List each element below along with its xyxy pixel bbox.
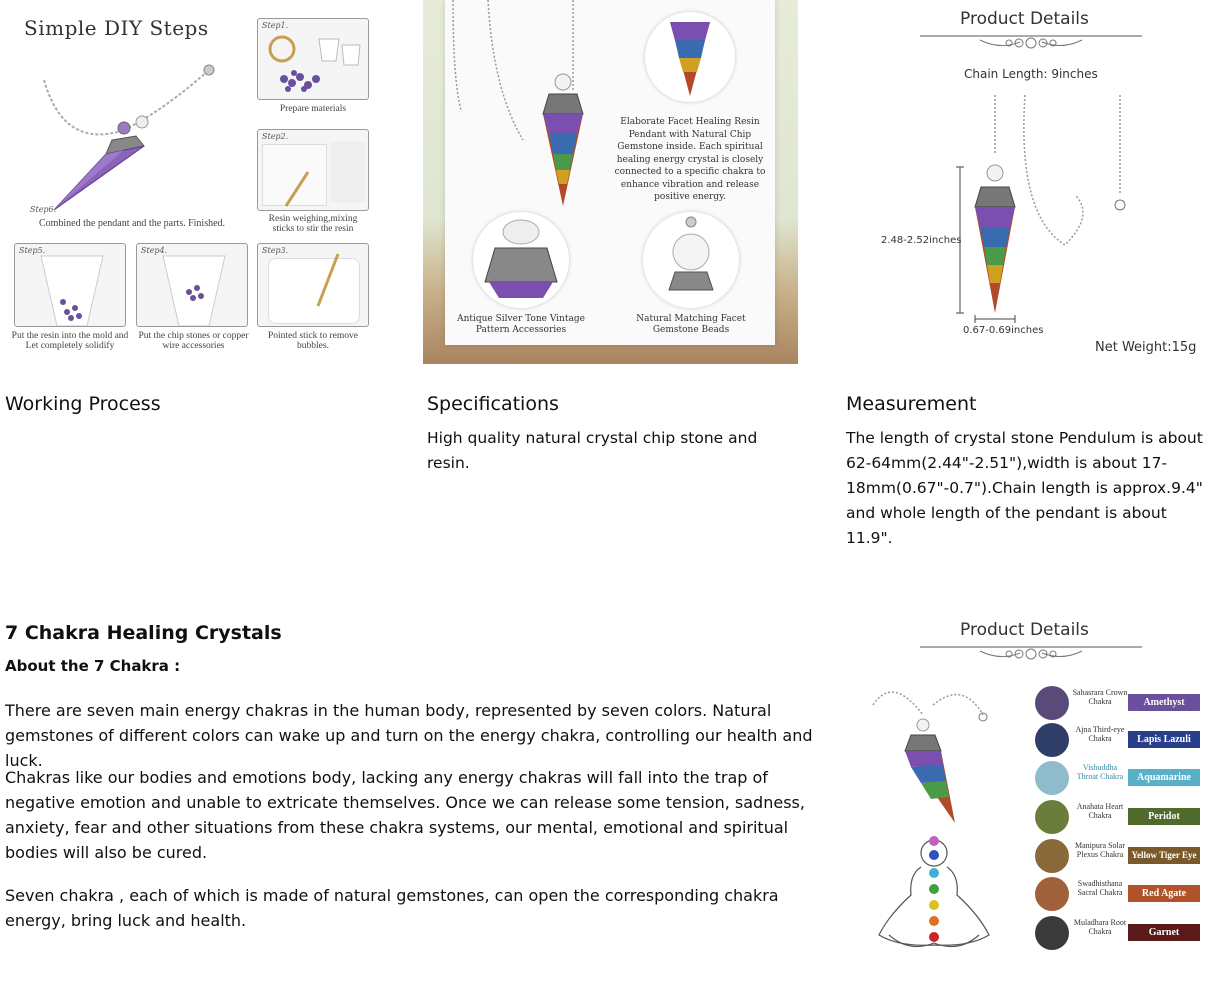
chakra-stone-label: Aquamarine bbox=[1128, 769, 1200, 786]
section-paragraph-1: There are seven main energy chakras in the human body, represented by seven colors. Natural gemstones of different colors can wake up and turn on the energy chakra, controlling our health and luck. bbox=[5, 701, 813, 770]
step4-label: Step4. bbox=[141, 246, 168, 255]
specifications-image bbox=[423, 0, 798, 364]
step1-label: Step1. bbox=[262, 21, 289, 30]
width-label: 0.67-0.69inches bbox=[963, 325, 1044, 336]
net-weight-label: Net Weight:15g bbox=[1095, 340, 1197, 355]
step5-label: Step5. bbox=[19, 246, 46, 255]
chakra-stone-label: Amethyst bbox=[1128, 694, 1200, 711]
chakra-row-heart bbox=[1035, 800, 1200, 834]
amethyst-chips-icon bbox=[1035, 686, 1069, 720]
step3-label: Step3. bbox=[262, 246, 289, 255]
step4-caption: Put the chip stones or copper wire accessories bbox=[138, 331, 249, 351]
chakra-stone-label: Red Agate bbox=[1128, 885, 1200, 902]
garnet-chips-icon bbox=[1035, 916, 1069, 950]
chakra-name: Anahata Heart Chakra bbox=[1076, 802, 1124, 820]
step4-frame bbox=[136, 243, 248, 327]
step2-caption: Resin weighing,mixing sticks to stir the resin bbox=[268, 214, 358, 234]
chakra-stone-label: Garnet bbox=[1128, 924, 1200, 941]
aquamarine-chips-icon bbox=[1035, 761, 1069, 795]
card-body-specifications: High quality natural crystal chip stone and resin. bbox=[427, 429, 758, 472]
chakra-row-sacral bbox=[1035, 877, 1200, 911]
chakra-name: Muladhara Root Chakra bbox=[1073, 918, 1127, 936]
pendulum-illustration bbox=[24, 50, 234, 215]
diy-title: Simple DIY Steps bbox=[24, 16, 209, 40]
section-paragraph-3: Seven chakra , each of which is made of natural gemstones, can open the corresponding chakra energy, bring luck and health. bbox=[5, 886, 779, 930]
step3-frame bbox=[257, 243, 369, 327]
product-details-title: Product Details bbox=[960, 9, 1089, 29]
chakra-name: Vishuddha Throat Chakra bbox=[1076, 763, 1124, 781]
chakra-pendant-small bbox=[863, 685, 993, 825]
chain-length-label: Chain Length: 9inches bbox=[964, 67, 1098, 81]
step6-caption: Combined the pendant and the parts. Finished. bbox=[38, 218, 226, 229]
chakra-row-throat bbox=[1035, 761, 1200, 795]
step2-frame bbox=[257, 129, 369, 211]
gemstone-beads-circle bbox=[643, 212, 739, 308]
meditation-figure bbox=[869, 835, 999, 960]
spec-caption-right: Natural Matching Facet Gemstone Beads bbox=[636, 314, 746, 335]
tiger-eye-chips-icon bbox=[1035, 839, 1069, 873]
pendant-closeup-circle bbox=[645, 12, 735, 102]
chakra-name: Sahasrara Crown Chakra bbox=[1072, 688, 1128, 706]
chakra-pendant bbox=[533, 70, 593, 210]
spec-caption-left: Antique Silver Tone Vintage Pattern Accessories bbox=[457, 314, 585, 335]
vintage-accessory-circle bbox=[473, 212, 569, 308]
chakra-row-root bbox=[1035, 916, 1200, 950]
peridot-chips-icon bbox=[1035, 800, 1069, 834]
chakra-name: Swadhisthana Sacral Chakra bbox=[1077, 879, 1123, 897]
chakra-product-details-title: Product Details bbox=[960, 620, 1089, 640]
chakra-name: Ajna Third-eye Chakra bbox=[1075, 725, 1125, 743]
chakra-row-third-eye bbox=[1035, 723, 1200, 757]
card-body-measurement: The length of crystal stone Pendulum is about 62-64mm(2.44"-2.51"),width is about 17-18mm(0.67"-0.7").Chain length is approx.9.4" and whole length of the pendant is about 11.9". bbox=[846, 429, 1203, 547]
chakra-row-crown bbox=[1035, 686, 1200, 720]
step1-caption: Prepare materials bbox=[279, 104, 347, 114]
chakra-title-ornament bbox=[920, 641, 1142, 665]
red-agate-chips-icon bbox=[1035, 877, 1069, 911]
measurement-diagram bbox=[955, 95, 1155, 335]
section-heading: 7 Chakra Healing Crystals bbox=[5, 622, 282, 644]
chakra-stone-label: Yellow Tiger Eye bbox=[1128, 847, 1200, 864]
step5-frame bbox=[14, 243, 126, 327]
step2-label: Step2. bbox=[262, 132, 289, 141]
step5-caption: Put the resin into the mold and Let completely solidify bbox=[11, 331, 129, 351]
title-ornament bbox=[920, 30, 1142, 54]
spec-caption-top: Elaborate Facet Healing Resin Pendant with Natural Chip Gemstone inside. Each spiritual healing energy crystal is closely connected to a specific chakra to enhance vibration and release positive energy. bbox=[614, 117, 766, 202]
chakra-stone-label: Peridot bbox=[1128, 808, 1200, 825]
card-title-measurement: Measurement bbox=[846, 393, 977, 415]
card-title-working-process: Working Process bbox=[5, 393, 161, 415]
section-paragraph-2: Chakras like our bodies and emotions body, lacking any energy chakras will fall into the trap of negative emotion and unable to extricate themselves. Once we can release some tension, sadness, anxiety, fear and other situations from these chakra systems, our mental, emotional and spiritual bodies will also be cured. bbox=[5, 768, 805, 862]
section-subheading: About the 7 Chakra : bbox=[5, 657, 181, 675]
height-label: 2.48-2.52inches bbox=[881, 235, 962, 246]
chakra-row-solar-plexus bbox=[1035, 839, 1200, 873]
chakra-name: Manipura Solar Plexus Chakra bbox=[1075, 841, 1125, 859]
step6-label: Step6. bbox=[30, 205, 57, 214]
working-process-image bbox=[4, 0, 374, 365]
card-title-specifications: Specifications bbox=[427, 393, 559, 415]
lapis-chips-icon bbox=[1035, 723, 1069, 757]
step1-frame bbox=[257, 18, 369, 100]
step3-caption: Pointed stick to remove bubbles. bbox=[268, 331, 358, 351]
chakra-stone-label: Lapis Lazuli bbox=[1128, 731, 1200, 748]
measurement-image bbox=[845, 0, 1217, 364]
